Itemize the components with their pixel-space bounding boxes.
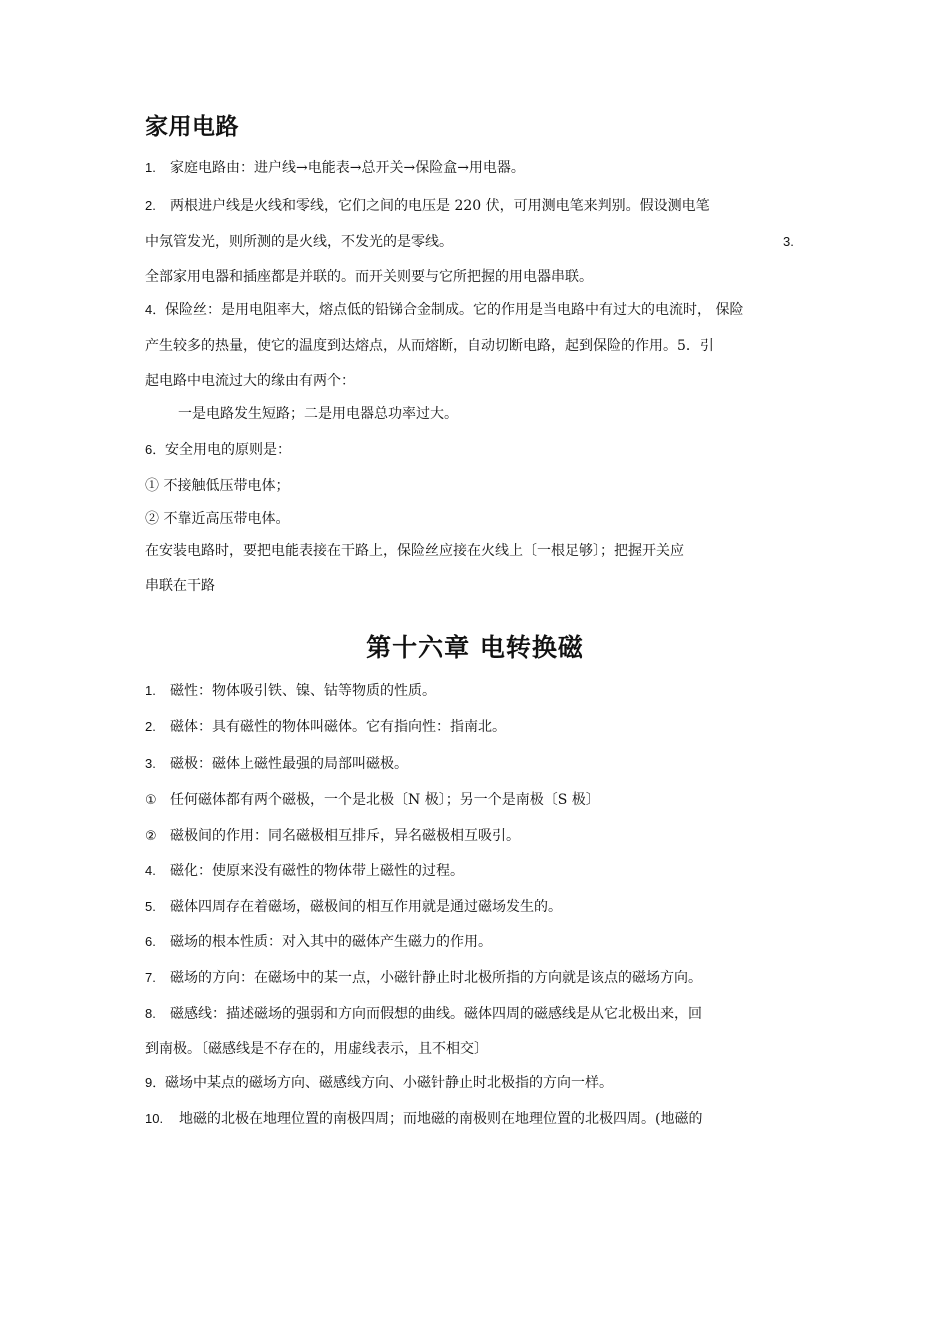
item-number: 2. <box>145 719 156 734</box>
item-text: 磁场中某点的磁场方向、磁感线方向、小磁针静止时北极指的方向一样。 <box>165 1075 613 1091</box>
item-number: 1. <box>145 683 156 698</box>
list-item-10 <box>145 1109 702 1129</box>
item-number: 9． <box>145 1075 166 1090</box>
list-item-4-line2: 产生较多的热量，使它的温度到达熔点，从而熔断，自动切断电路，起到保险的作用。5．引 <box>145 338 714 354</box>
list-item-1 <box>145 158 525 178</box>
item-text: 磁性：物体吸引铁、镍、钴等物质的性质。 <box>170 683 436 699</box>
rule-1: ① 不接触低压带电体； <box>145 478 290 494</box>
item-number: ② <box>145 828 157 843</box>
item-text: 两根进户线是火线和零线，它们之间的电压是 220 伏，可用测电笔来判别。假设测电笔 <box>170 198 710 214</box>
list-item <box>145 717 506 737</box>
rule-2: ② 不靠近高压带电体。 <box>145 511 290 527</box>
list-item-8-line1 <box>145 1004 702 1024</box>
list-item-2-line2: 中氖管发光，则所测的是火线，不发光的是零线。 <box>145 234 453 250</box>
list-item <box>145 968 702 988</box>
list-item <box>145 790 600 810</box>
item-number-3: 3. <box>783 234 794 249</box>
item-text: 地磁的北极在地理位置的南极四周；而地磁的南极则在地理位置的北极四周。(地磁的 <box>179 1111 703 1127</box>
list-item <box>145 826 520 846</box>
item-number: 4． <box>145 302 166 317</box>
chapter-title: 第十六章 电转换磁 <box>366 633 584 662</box>
item-text: 磁体四周存在着磁场，磁极间的相互作用就是通过磁场发生的。 <box>170 899 562 915</box>
item-number: 2. <box>145 198 156 213</box>
list-item-4-line3: 起电路中电流过大的缘由有两个： <box>145 373 355 389</box>
item-text: 磁极间的作用：同名磁极相互排斥，异名磁极相互吸引。 <box>170 828 520 844</box>
list-item <box>145 861 464 881</box>
list-item-6 <box>145 440 291 460</box>
list-item-3-text: 全部家用电器和插座都是并联的。而开关则要与它所把握的用电器串联。 <box>145 269 593 285</box>
item-text: 任何磁体都有两个磁极，一个是北极〔N 极〕；另一个是南极〔S 极〕 <box>170 792 600 808</box>
item-text: 家庭电路由：进户线→电能表→总开关→保险盒→用电器。 <box>170 160 525 176</box>
section-title-household-circuit: 家用电路 <box>145 114 239 140</box>
item-text: 安全用电的原则是： <box>165 442 291 458</box>
list-item <box>145 681 436 701</box>
list-item <box>145 932 492 952</box>
item-text: 磁极：磁体上磁性最强的局部叫磁极。 <box>170 756 408 772</box>
item-text: 磁感线：描述磁场的强弱和方向而假想的曲线。磁体四周的磁感线是从它北极出来，回 <box>170 1006 702 1022</box>
list-item-9 <box>145 1073 613 1093</box>
item-number: 3. <box>145 756 156 771</box>
item-number: 5. <box>145 899 156 914</box>
install-line-1: 在安装电路时，要把电能表接在干路上，保险丝应接在火线上〔一根足够〕；把握开关应 <box>145 543 684 559</box>
item-number: 1. <box>145 160 156 175</box>
item-text: 磁场的方向：在磁场中的某一点，小磁针静止时北极所指的方向就是该点的磁场方向。 <box>170 970 702 986</box>
list-item <box>145 754 408 774</box>
list-item-5-sub: 一是电路发生短路；二是用电器总功率过大。 <box>178 406 458 422</box>
list-item-4-line1 <box>145 300 743 320</box>
item-number: 6． <box>145 442 166 457</box>
item-number: 8. <box>145 1006 156 1021</box>
item-number: 6. <box>145 934 156 949</box>
list-item-8-line2: 到南极。〔磁感线是不存在的，用虚线表示，且不相交〕 <box>145 1041 488 1057</box>
install-line-2: 串联在干路 <box>145 578 215 594</box>
item-text: 磁化：使原来没有磁性的物体带上磁性的过程。 <box>170 863 464 879</box>
list-item <box>145 897 562 917</box>
item-text: 磁体：具有磁性的物体叫磁体。它有指向性：指南北。 <box>170 719 506 735</box>
item-number: 10. <box>145 1111 164 1126</box>
item-text: 保险丝：是用电阻率大，熔点低的铅锑合金制成。它的作用是当电路中有过大的电流时， 保险 <box>165 302 744 318</box>
list-item-2-line1 <box>145 196 710 216</box>
item-number: 7. <box>145 970 156 985</box>
item-number: ① <box>145 792 157 807</box>
item-text: 磁场的根本性质：对入其中的磁体产生磁力的作用。 <box>170 934 492 950</box>
item-number: 4. <box>145 863 156 878</box>
